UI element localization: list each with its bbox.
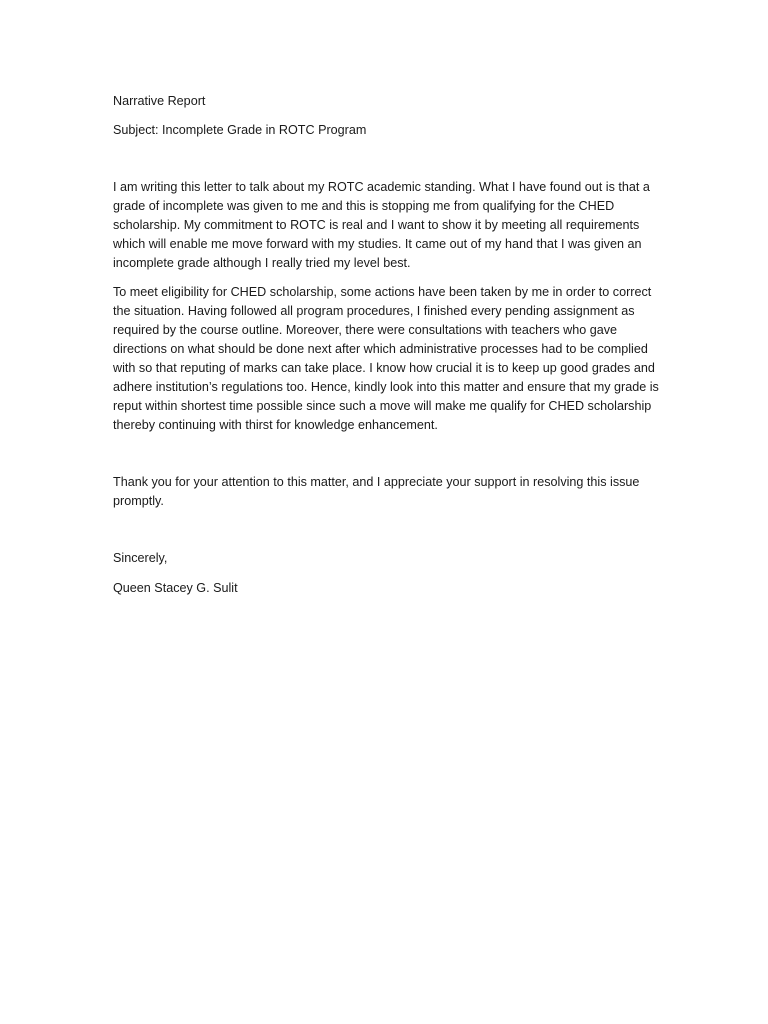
paragraph-1: I am writing this letter to talk about my ROTC academic standing. What I have found out is that a grade of incomplete was given to me and this is stopping me from qualifying for the CHED scholarship. My commitment to ROTC is real and I want to show it by meeting all requirements which will enable me move forward with my studies. It came out of my hand that I was given an incomplete grade although I really tried my level best. (113, 180, 650, 270)
letter-body (113, 92, 661, 598)
paragraph-3: Thank you for your attention to this matter, and I appreciate your support in resolving this issue promptly. (113, 475, 640, 508)
paragraph-2: To meet eligibility for CHED scholarship, some actions have been taken by me in order to correct the situation. Having followed all program procedures, I finished every pending assignment as required by the course outline. Moreover, there were consultations with teachers who gave directions on what should be done next after which administrative processes had to be complied with so that reputing of marks can take place. I know how crucial it is to keep up good grades and adhere institution’s regulations too. Hence, kindly look into this matter and ensure that my grade is reput within shortest time possible since such a move will make me qualify for CHED scholarship thereby continuing with thirst for knowledge enhancement. (113, 285, 659, 432)
document-title: Narrative Report (113, 94, 206, 108)
signature-name: Queen Stacey G. Sulit (113, 581, 238, 595)
closing-salutation: Sincerely, (113, 551, 168, 565)
document-subject: Subject: Incomplete Grade in ROTC Program (113, 123, 367, 137)
